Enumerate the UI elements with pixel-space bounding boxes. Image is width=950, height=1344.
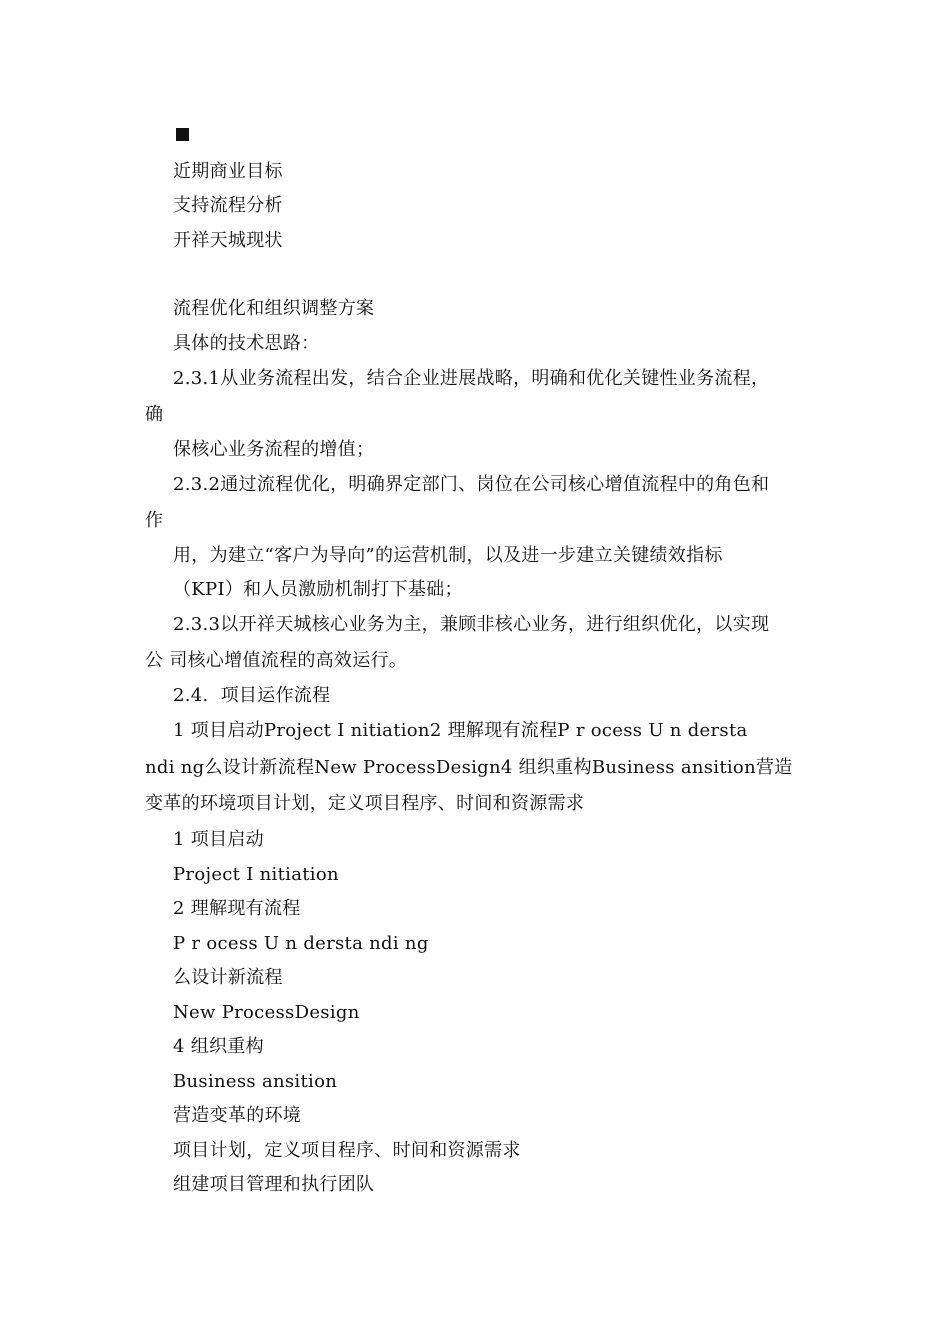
text-line: ndi ng么设计新流程New ProcessDesign4 组织重构Business ansition营造 bbox=[145, 757, 793, 778]
text-line: 用，为建立“客户为导向”的运营机制，以及进一步建立关键绩效指标 bbox=[173, 545, 723, 566]
text-line: 开祥天城现状 bbox=[173, 230, 283, 251]
text-line: 2.3.2通过流程优化，明确界定部门、岗位在公司核心增值流程中的角色和 bbox=[173, 474, 770, 495]
bullet-square-icon bbox=[176, 128, 189, 141]
list-item: New ProcessDesign bbox=[173, 1002, 360, 1023]
list-item: 营造变革的环境 bbox=[173, 1105, 302, 1126]
text-line: 作 bbox=[145, 510, 164, 531]
list-item: Project I nitiation bbox=[173, 864, 339, 885]
text-line: 近期商业目标 bbox=[173, 161, 283, 182]
text-line: 公 司核心增值流程的高效运行。 bbox=[145, 650, 408, 671]
text-line: 确 bbox=[145, 404, 164, 425]
list-item: 1 项目启动 bbox=[173, 829, 264, 850]
list-item: 4 组织重构 bbox=[173, 1036, 264, 1057]
text-line: 2.3.1从业务流程出发，结合企业进展战略，明确和优化关键性业务流程， bbox=[173, 368, 770, 389]
list-item: P r ocess U n dersta ndi ng bbox=[173, 933, 429, 954]
section-heading: 流程优化和组织调整方案 bbox=[173, 298, 375, 319]
list-item: 组建项目管理和执行团队 bbox=[173, 1174, 375, 1195]
text-line: 变革的环境项目计划，定义项目程序、时间和资源需求 bbox=[145, 793, 585, 814]
section-heading: 2.4. 项目运作流程 bbox=[173, 685, 331, 706]
text-line: 1 项目启动Project I nitiation2 理解现有流程P r ocess U n dersta bbox=[173, 720, 748, 741]
list-item: 项目计划，定义项目程序、时间和资源需求 bbox=[173, 1140, 521, 1161]
list-item: Business ansition bbox=[173, 1071, 338, 1092]
text-line: （KPI）和人员激励机制打下基础； bbox=[173, 579, 463, 600]
text-line: 具体的技术思路： bbox=[173, 333, 320, 354]
text-line: 2.3.3以开祥天城核心业务为主，兼顾非核心业务，进行组织优化，以实现 bbox=[173, 614, 770, 635]
list-item: 么设计新流程 bbox=[173, 967, 283, 988]
text-line: 保核心业务流程的增值； bbox=[173, 439, 375, 460]
list-item: 2 理解现有流程 bbox=[173, 898, 301, 919]
text-line: 支持流程分析 bbox=[173, 195, 283, 216]
